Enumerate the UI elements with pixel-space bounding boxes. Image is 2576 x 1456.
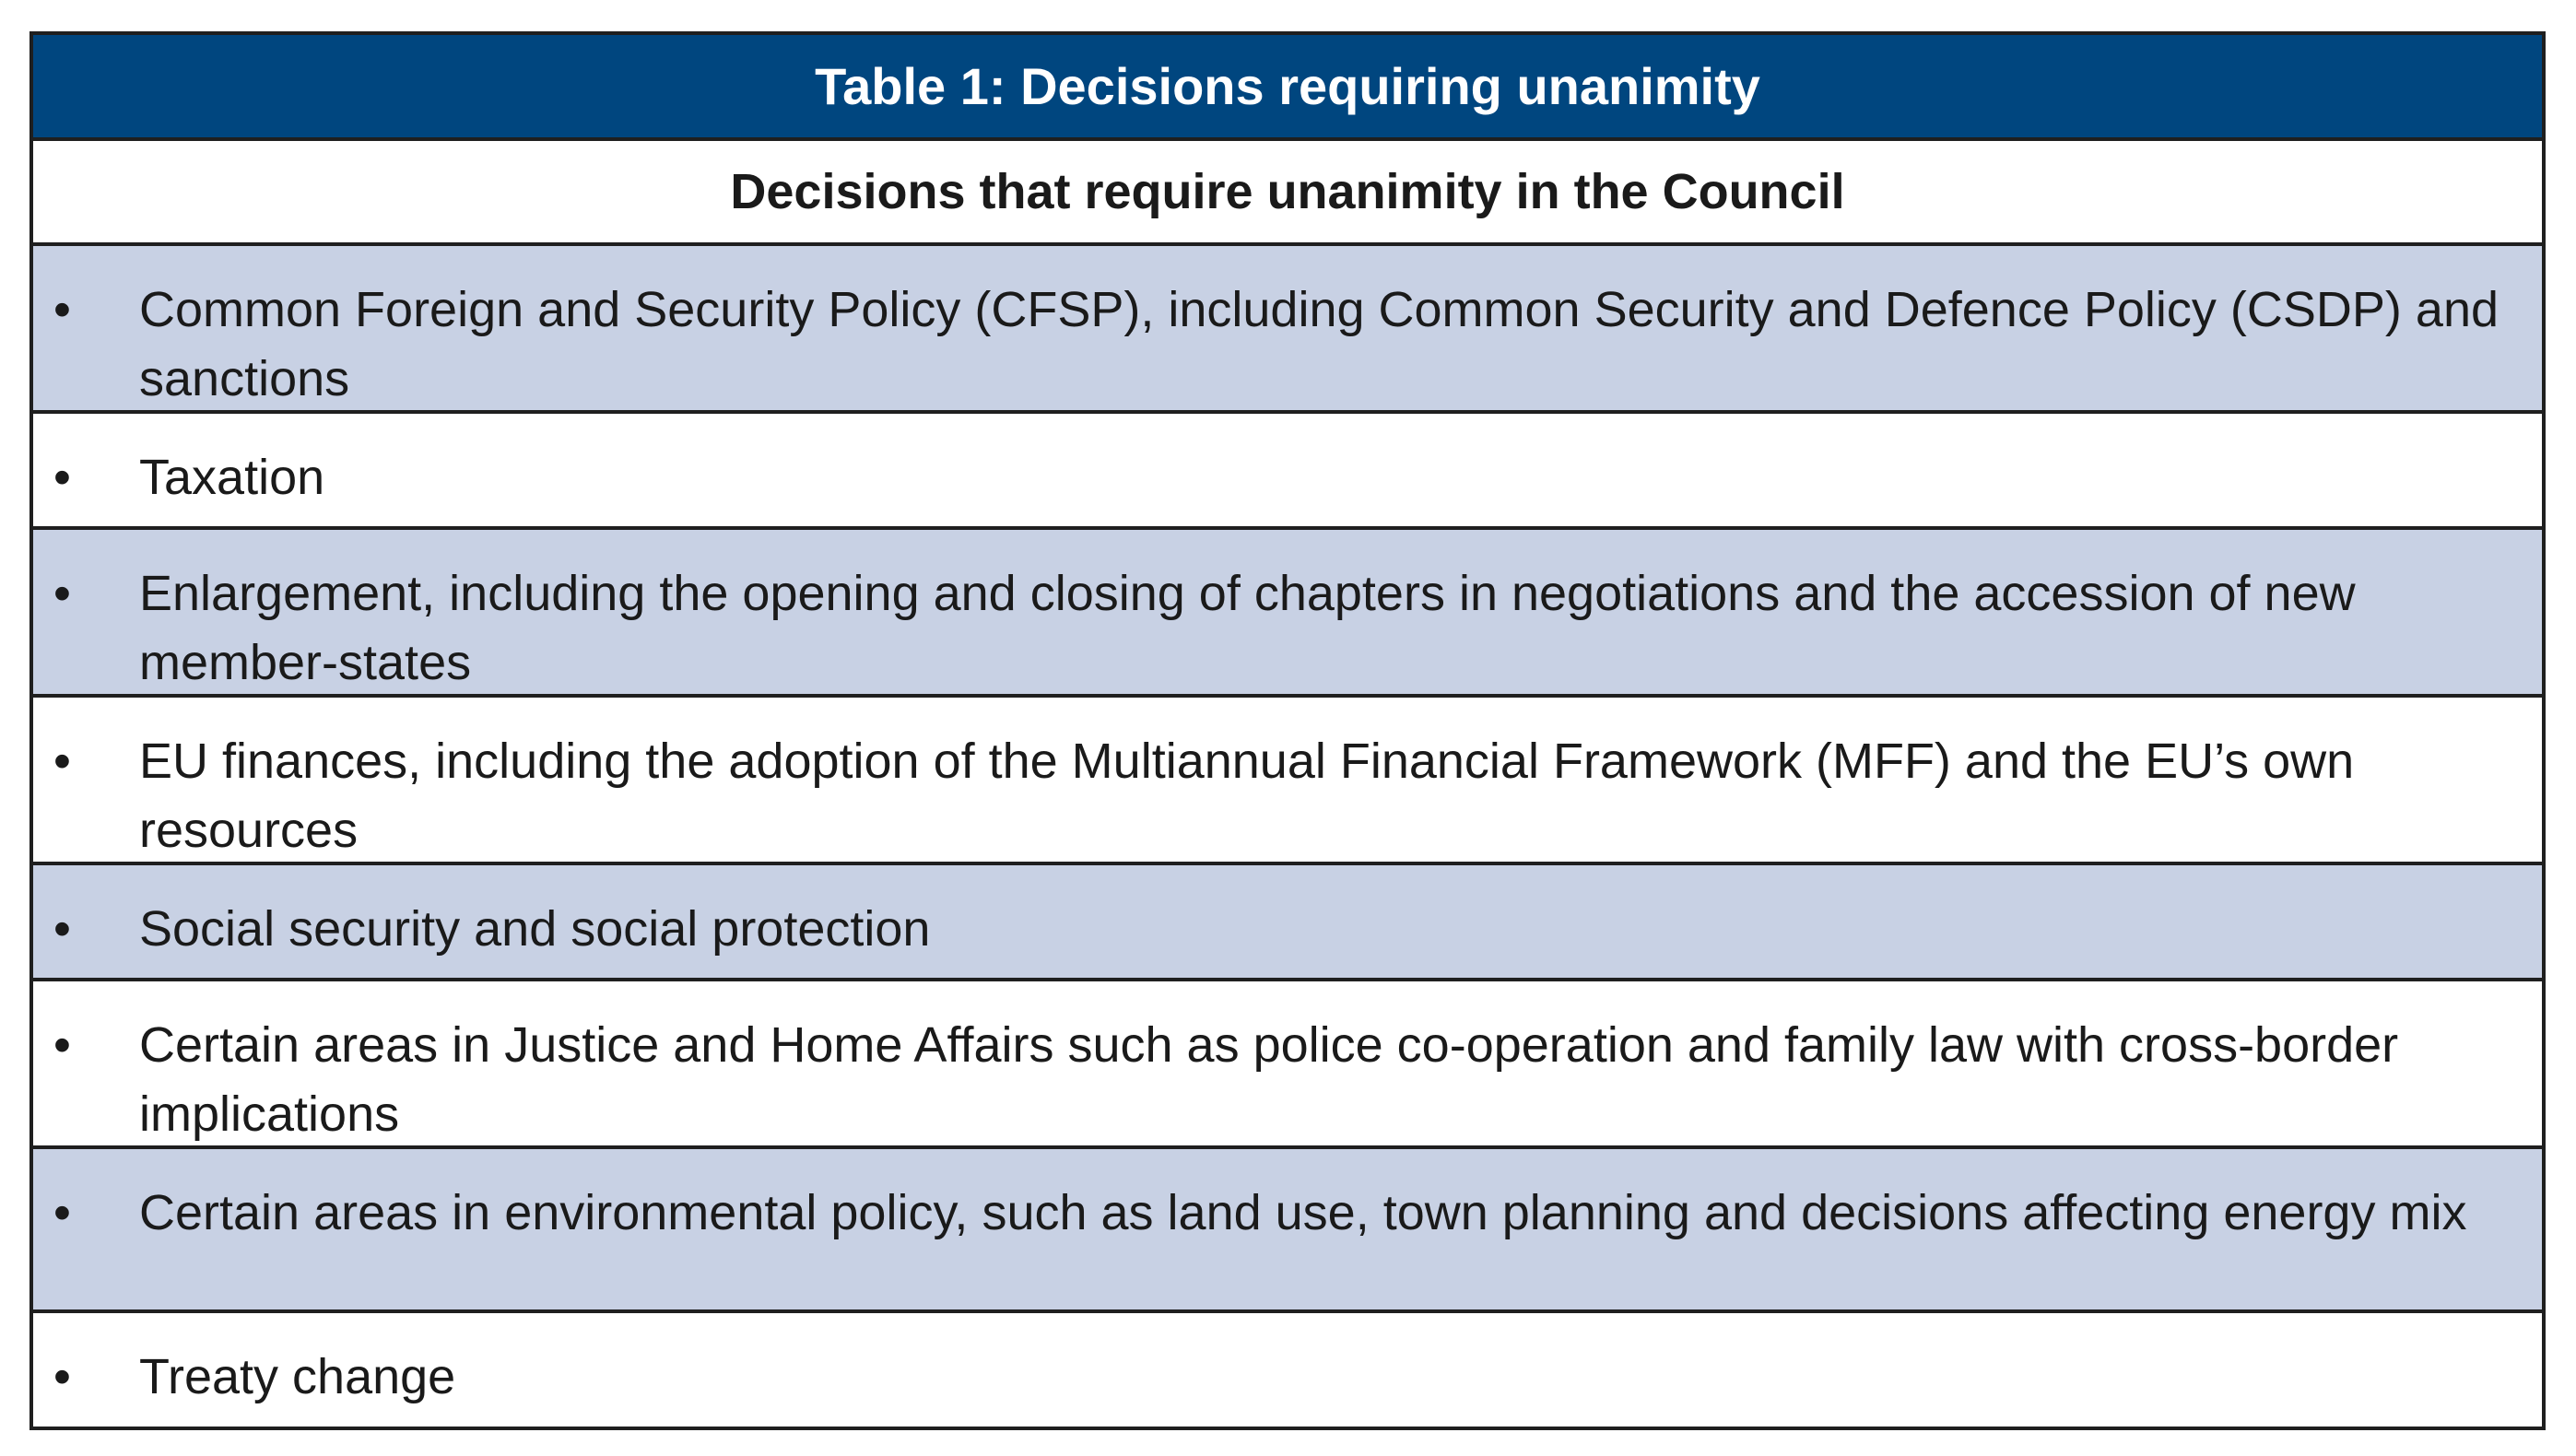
table-row (33, 246, 2542, 414)
table-row (33, 1313, 2542, 1427)
row-text: Common Foreign and Security Policy (CFSP), including Common Security and Defence Policy (CSDP) and sanctions (139, 281, 2500, 406)
unanimity-table (29, 31, 2546, 1430)
row-text: EU finances, including the adoption of the Multiannual Financial Framework (MFF) and the EU’s own resources (139, 733, 2355, 858)
table-title: Table 1: Decisions requiring unanimity (33, 35, 2542, 141)
table-row (33, 1149, 2542, 1314)
bullet-icon: • (53, 281, 71, 337)
bullet-icon: • (53, 1016, 71, 1073)
row-text: Certain areas in environmental policy, such as land use, town planning and decisions affecting energy mix (139, 1184, 2467, 1240)
bullet-icon: • (53, 733, 71, 789)
table-row (33, 414, 2542, 530)
row-text: Social security and social protection (139, 900, 931, 957)
bullet-icon: • (53, 1184, 71, 1240)
row-text: Certain areas in Justice and Home Affairs such as police co-operation and family law with cross-border implications (139, 1016, 2399, 1142)
bullet-icon: • (53, 565, 71, 621)
table-row (33, 981, 2542, 1149)
bullet-icon: • (53, 449, 71, 505)
table-subheader: Decisions that require unanimity in the Council (33, 141, 2542, 245)
bullet-icon: • (53, 900, 71, 957)
table-row (33, 698, 2542, 865)
row-text: Enlargement, including the opening and closing of chapters in negotiations and the accession of new member-states (139, 565, 2356, 690)
table-row (33, 530, 2542, 698)
table-row (33, 865, 2542, 981)
row-text: Taxation (139, 449, 325, 505)
bullet-icon: • (53, 1349, 71, 1405)
row-text: Treaty change (139, 1349, 456, 1405)
